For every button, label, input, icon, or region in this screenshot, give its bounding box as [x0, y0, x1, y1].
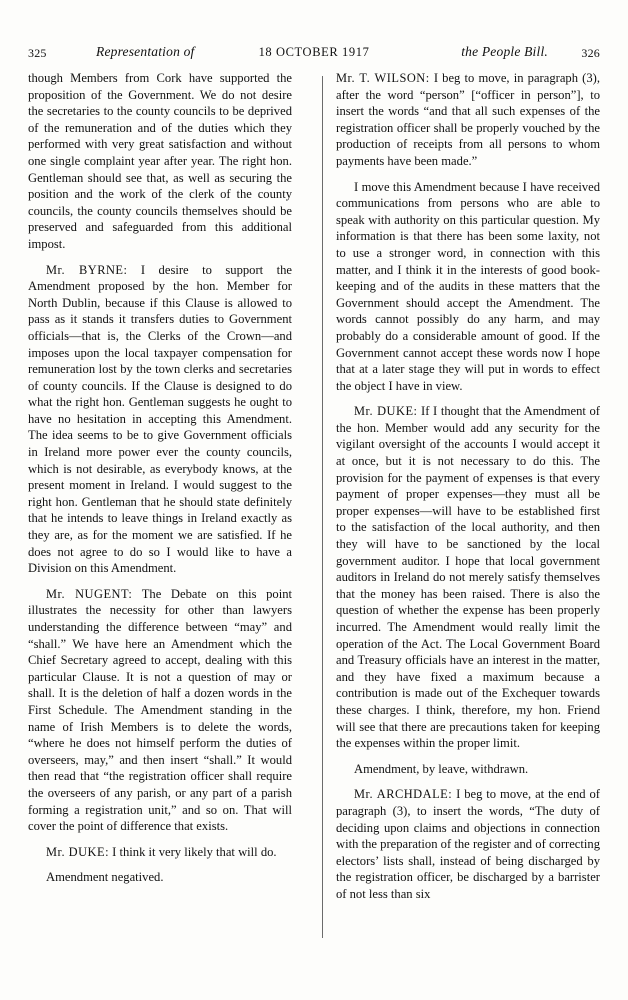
speech-duke-1 — [28, 844, 292, 861]
right-running-title: the People Bill. — [461, 44, 548, 59]
column-container — [28, 70, 600, 950]
speaker-name: Mr. T. WILSON: — [336, 71, 430, 85]
amendment-withdrawn — [336, 761, 600, 778]
paragraph-text: If I thought that the Amendment of the hon. Member would add any security for the vigilant oversight of the accounts I would accept it at once, but it is not necessary to do this. The provision for the payment of expenses is that every payment of proper expenses—they must all be proper expenses—will have to be established first to the satisfaction of the local authority, and then they will have to be sanctioned by the local government auditor. I hope that local government auditors in Ireland do not merely satisfy themselves that the money has been raised. There is also the question of whether the expense has been properly incurred. The Amendment would really limit the operation of the Act. The Local Government Board and Treasury officials have an interest in the matter, and they have fixed a maximum because a contribution is made out of the Exchequer towards these charges. I think, therefore, my hon. Friend will see that there are precautions taken for keeping the expenses within the proper limit. — [336, 404, 600, 751]
speech-duke-2 — [336, 403, 600, 751]
paragraph-continuation — [28, 70, 292, 253]
paragraph-text: I think it very likely that will do. — [109, 844, 277, 859]
paragraph-text: Amendment negatived. — [46, 870, 164, 885]
speech-archdale — [336, 786, 600, 902]
speech-wilson-continued — [336, 179, 600, 395]
speaker-name: Mr. BYRNE: — [46, 262, 128, 277]
speech-nugent — [28, 586, 292, 835]
paragraph-text: I beg to move, at the end of paragraph (3), to insert the words, “The duty of deciding upon claims and objections in connection with the preparation of the register and of correcting electors’ lists shall, instead of being discharged by the registration officer, be discharged by a barrister of not less than six — [336, 787, 601, 901]
column-divider-rule — [322, 76, 323, 938]
left-page-number: 325 — [28, 46, 47, 60]
speaker-name: Mr. DUKE: — [46, 844, 110, 859]
speaker-name: Mr. NUGENT: — [46, 586, 133, 601]
paragraph-text: The Debate on this point illustrates the necessity for other than lawyers understanding the difference between “may” and “shall.” We have here an Amendment which the Chief Secretary agreed to accept, dealing with this particular Clause. It is not a question of may or shall. It is the deletion of half a dozen words in the First Schedule. The Amendment standing in the name of Irish Members is to delete the words, “where he does not himself perform the duties of overseers, may,” and then insert “shall.” It would then read that “the registration officer shall require the overseers of any parish, or any part of a parish forming a registration unit,” and so on. That will cover the point of difference that exists. — [28, 586, 292, 834]
speaker-name: Mr. ARCHDALE: — [354, 787, 453, 802]
right-page-number: 326 — [581, 46, 600, 60]
paragraph-text: I move this Amendment because I have received communications from persons who are able to speak with authority on this particular question. My information is that there has been some laxity, not to use a stronger word, in connection with this matter, and I think it in the interests of good book-keeping and of the audits in these matters that the Government should accept the Amendment. The words cannot possibly do any harm, and may probably do a considerable amount of good. If the Government cannot accept these words now I hope that at a later stage they will put in words to effect the object I have in view. — [336, 179, 600, 393]
running-head — [28, 44, 600, 62]
paragraph-text: though Members from Cork have supported the proposition of the Government. We do not desire the secretaries to the county councils to be deprived of the remuneration and of the duties which they performed with very great satisfaction and without one single complaint year after year. The right hon. Gentleman should see that, as well as securing the position and the work of the clerk of the county councils, the county councils themselves should be preserved and safeguarded from this additional impost. — [28, 71, 292, 251]
right-column — [336, 70, 600, 950]
speech-wilson — [336, 70, 600, 170]
left-column — [28, 70, 292, 950]
paragraph-text: I desire to support the Amendment proposed by the hon. Member for North Dublin, because if this Clause is allowed to pass as it stands it transfers duties to Government officials—that is, the Clerks of the Crown—and imposes upon the local taxpayer compensation for remuneration lost by the town clerks and secretaries of county councils. If the Clause is designed to do what the right hon. Gentleman suggests he ought to have no hesitation in accepting this Amendment. The idea seems to be to give Government officials in Ireland more power ever the county councils, which is not desirable, as everybody knows, at the present moment in Ireland. I would suggest to the right hon. Gentleman that he should state definitely that he intends to leave things in Ireland exactly as they are, as for the moment we are satisfied. If he does not agree to do so I would like to have a Division on this Amendment. — [28, 262, 293, 576]
left-running-title: Representation of — [96, 44, 195, 59]
running-head-date: 18 OCTOBER 1917 — [258, 45, 370, 59]
speaker-name: Mr. DUKE: — [354, 404, 418, 419]
paragraph-text: Amendment, by leave, withdrawn. — [354, 761, 529, 776]
amendment-negatived — [28, 869, 292, 886]
speech-byrne — [28, 262, 292, 577]
paragraph-text: I beg to move, in paragraph (3), after the word “person” [“officer in person”], to insert the words “and that all such expenses of the registration officer shall be properly vouched by the production of receipts from all persons to whom payments have been made.” — [336, 71, 600, 168]
